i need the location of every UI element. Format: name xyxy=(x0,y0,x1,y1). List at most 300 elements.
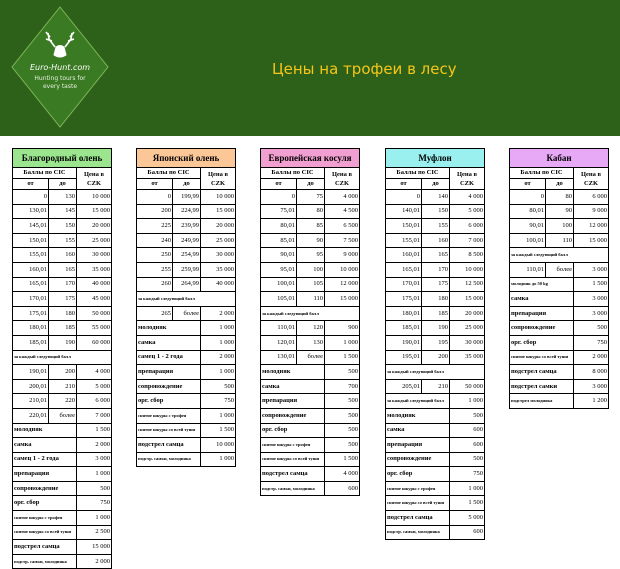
row-price: 7 000 xyxy=(450,233,485,248)
row-from: 0 xyxy=(137,190,173,205)
table-row xyxy=(386,408,485,423)
row-to: 190 xyxy=(422,321,450,336)
row-to: 110 xyxy=(297,292,325,307)
row-label: орг. сбор xyxy=(510,335,574,350)
table-row xyxy=(261,467,360,482)
row-to: 195 xyxy=(422,335,450,350)
table-row xyxy=(13,204,112,219)
row-price: 1 500 xyxy=(450,496,485,511)
row-label: за каждый следующий балл xyxy=(13,350,112,365)
row-label: сопровождение xyxy=(510,321,574,336)
row-from: 90,01 xyxy=(510,219,546,234)
row-label: сопровождение xyxy=(386,452,450,467)
row-price: 8 000 xyxy=(574,365,609,380)
price-table xyxy=(385,148,485,540)
table-row xyxy=(261,438,360,453)
table-row xyxy=(386,511,485,526)
table-row xyxy=(137,452,236,467)
row-price: 1 500 xyxy=(325,452,360,467)
row-price: 500 xyxy=(450,452,485,467)
row-from: 190,01 xyxy=(386,335,422,350)
row-from: 85,01 xyxy=(261,233,297,248)
row-price: 2 000 xyxy=(77,554,112,569)
row-label: подстрел самца xyxy=(137,438,201,453)
row-to: 224,99 xyxy=(173,204,201,219)
row-label: снятие шкуры со всей туши xyxy=(510,350,574,365)
row-price: 15 000 xyxy=(201,204,236,219)
row-to: 200 xyxy=(422,350,450,365)
row-label: молодняк xyxy=(386,408,450,423)
site-logo[interactable] xyxy=(10,5,110,130)
row-to: 100 xyxy=(546,219,574,234)
header-range: Баллы по CIC xyxy=(261,168,325,179)
row-price: 1 000 xyxy=(450,394,485,409)
row-price: 600 xyxy=(325,481,360,496)
row-price: 30 000 xyxy=(450,335,485,350)
row-from: 155,01 xyxy=(13,248,49,263)
table-row xyxy=(510,204,609,219)
row-price: 750 xyxy=(574,335,609,350)
table-row xyxy=(261,262,360,277)
row-price: 3 000 xyxy=(77,452,112,467)
row-to: 254,99 xyxy=(173,248,201,263)
row-from: 260 xyxy=(137,277,173,292)
row-price: 1 000 xyxy=(201,321,236,336)
row-label: подстрел самца xyxy=(386,511,450,526)
table-row xyxy=(386,262,485,277)
row-from: 190,01 xyxy=(13,365,49,380)
table-row xyxy=(137,438,236,453)
row-from: 185,01 xyxy=(13,335,49,350)
row-price: 600 xyxy=(450,438,485,453)
row-price: 12 500 xyxy=(450,277,485,292)
row-price: 20 000 xyxy=(201,219,236,234)
table-row xyxy=(386,306,485,321)
row-price: 2 500 xyxy=(77,525,112,540)
row-label: самец 1 - 2 года xyxy=(137,350,201,365)
row-label: снятие шкуры со всей туши xyxy=(13,525,77,540)
table-row xyxy=(13,248,112,263)
row-from: 155,01 xyxy=(386,233,422,248)
row-from: 170,01 xyxy=(386,277,422,292)
row-price: 500 xyxy=(77,481,112,496)
row-from: 160,01 xyxy=(13,262,49,277)
table-row xyxy=(13,394,112,409)
row-price: 20 000 xyxy=(450,306,485,321)
row-to: 199,99 xyxy=(173,190,201,205)
row-price: 12 000 xyxy=(325,277,360,292)
row-to: 140 xyxy=(422,190,450,205)
price-table xyxy=(509,148,609,409)
row-price: 6 000 xyxy=(450,219,485,234)
row-price: 500 xyxy=(574,321,609,336)
row-price: 55 000 xyxy=(77,321,112,336)
row-from: 200 xyxy=(137,204,173,219)
header-range: Баллы по CIC xyxy=(386,168,450,179)
table-row xyxy=(13,365,112,380)
row-from: 185,01 xyxy=(386,321,422,336)
table-row xyxy=(386,190,485,205)
table-row xyxy=(137,248,236,263)
table-row xyxy=(386,277,485,292)
row-price: 4 500 xyxy=(325,204,360,219)
row-price: 6 500 xyxy=(325,219,360,234)
row-from: 180,01 xyxy=(13,321,49,336)
table-row xyxy=(137,365,236,380)
row-price: 2 000 xyxy=(574,350,609,365)
table-row xyxy=(137,190,236,205)
row-price: 600 xyxy=(450,423,485,438)
row-price: 3 000 xyxy=(574,306,609,321)
row-to: 249,99 xyxy=(173,233,201,248)
row-to: 130 xyxy=(297,335,325,350)
table-row xyxy=(13,423,112,438)
table-row xyxy=(261,350,360,365)
row-price: 1 500 xyxy=(574,277,609,292)
table-row xyxy=(13,438,112,453)
row-from: 110,01 xyxy=(261,321,297,336)
price-table xyxy=(12,148,112,569)
row-label: подстр. самки, молодняка xyxy=(13,554,77,569)
row-from: 175,01 xyxy=(13,306,49,321)
row-label: снятие шкуры со всей туши xyxy=(386,496,450,511)
row-to: 210 xyxy=(49,379,77,394)
table-row xyxy=(386,321,485,336)
row-price: 500 xyxy=(325,408,360,423)
row-to: 259,99 xyxy=(173,262,201,277)
row-price: 15 000 xyxy=(450,292,485,307)
logo-name: Euro-Hunt.com xyxy=(29,63,91,72)
table-title: Благородный олень xyxy=(13,149,112,168)
table-row xyxy=(386,292,485,307)
row-price: 10 000 xyxy=(325,262,360,277)
row-label: за каждый следующий балл xyxy=(510,248,609,263)
table-row xyxy=(261,394,360,409)
row-label: подстр. самки, молодняка xyxy=(261,481,325,496)
row-label: за каждый следующий балл xyxy=(386,365,485,380)
table-row xyxy=(13,525,112,540)
row-to: 75 xyxy=(297,190,325,205)
row-label: за каждый следующий балл xyxy=(137,292,236,307)
table-row xyxy=(13,262,112,277)
row-price: 15 000 xyxy=(325,292,360,307)
row-from: 110,01 xyxy=(510,262,546,277)
row-price: 35 000 xyxy=(77,262,112,277)
row-to: 185 xyxy=(422,306,450,321)
row-to: 190 xyxy=(49,335,77,350)
row-price: 500 xyxy=(325,438,360,453)
table-row xyxy=(13,321,112,336)
table-row xyxy=(13,292,112,307)
row-price: 1 000 xyxy=(201,408,236,423)
row-from: 145,01 xyxy=(13,219,49,234)
table-row xyxy=(386,467,485,482)
row-price: 60 000 xyxy=(77,335,112,350)
row-price: 25 000 xyxy=(77,233,112,248)
row-to: 85 xyxy=(297,219,325,234)
table-row xyxy=(261,452,360,467)
row-to: более xyxy=(546,262,574,277)
row-from: 0 xyxy=(386,190,422,205)
row-from: 80,01 xyxy=(510,204,546,219)
table-row xyxy=(261,219,360,234)
row-to: более xyxy=(297,350,325,365)
row-price: 10 000 xyxy=(201,190,236,205)
row-price: 1 000 xyxy=(77,511,112,526)
table-row xyxy=(137,408,236,423)
header-from: от xyxy=(137,179,173,190)
row-label: препарация xyxy=(261,394,325,409)
header-to: до xyxy=(297,179,325,190)
row-from: 0 xyxy=(13,190,49,205)
row-label: орг. сбор xyxy=(386,467,450,482)
row-price: 4 000 xyxy=(325,190,360,205)
table-row xyxy=(137,204,236,219)
header-price: Цена в CZK xyxy=(201,168,236,190)
table-row xyxy=(386,525,485,540)
table-row xyxy=(510,262,609,277)
row-to: 90 xyxy=(546,204,574,219)
header-price: Цена в CZK xyxy=(574,168,609,190)
row-from: 80,01 xyxy=(261,219,297,234)
row-price: 20 000 xyxy=(77,219,112,234)
row-price: 9 000 xyxy=(574,204,609,219)
row-from: 195,01 xyxy=(386,350,422,365)
row-price: 1 200 xyxy=(574,394,609,409)
row-to: 165 xyxy=(49,262,77,277)
row-price: 7 000 xyxy=(77,408,112,423)
row-price: 10 000 xyxy=(201,438,236,453)
row-label: снятие шкуры с трофея xyxy=(13,511,77,526)
table-row xyxy=(386,248,485,263)
row-from: 225 xyxy=(137,219,173,234)
table-row xyxy=(13,408,112,423)
row-to: 150 xyxy=(49,219,77,234)
table-row xyxy=(510,190,609,205)
table-row xyxy=(386,423,485,438)
row-to: 185 xyxy=(49,321,77,336)
table-row xyxy=(137,292,236,307)
table-row xyxy=(386,379,485,394)
row-label: снятие шкуры со всей туши xyxy=(137,423,201,438)
table-row xyxy=(137,350,236,365)
table-row xyxy=(13,277,112,292)
table-row xyxy=(386,335,485,350)
table-row xyxy=(261,306,360,321)
row-label: подстр. самки, молодняка xyxy=(137,452,201,467)
table-row xyxy=(386,204,485,219)
row-to: 100 xyxy=(297,262,325,277)
row-from: 130,01 xyxy=(13,204,49,219)
table-row xyxy=(510,233,609,248)
row-label: самец 1 - 2 года xyxy=(13,452,77,467)
table-row xyxy=(137,335,236,350)
header-from: от xyxy=(510,179,546,190)
row-label: подстрел молодняка xyxy=(510,394,574,409)
row-label: снятие шкуры со всей туши xyxy=(261,452,325,467)
row-to: 200 xyxy=(49,365,77,380)
table-row xyxy=(137,233,236,248)
header-from: от xyxy=(386,179,422,190)
row-label: орг. сбор xyxy=(13,496,77,511)
table-row xyxy=(510,365,609,380)
table-row xyxy=(510,306,609,321)
row-price: 1 000 xyxy=(77,467,112,482)
row-price: 30 000 xyxy=(201,248,236,263)
row-from: 160,01 xyxy=(386,248,422,263)
table-row xyxy=(13,467,112,482)
row-to: 170 xyxy=(49,277,77,292)
row-price: 35 000 xyxy=(450,350,485,365)
row-label: подстрел самца xyxy=(261,467,325,482)
row-price: 6 000 xyxy=(77,394,112,409)
row-to: 175 xyxy=(422,277,450,292)
table-row xyxy=(510,321,609,336)
row-label: препарация xyxy=(137,365,201,380)
table-row xyxy=(13,452,112,467)
table-row xyxy=(261,248,360,263)
row-from: 150,01 xyxy=(13,233,49,248)
row-price: 600 xyxy=(450,525,485,540)
row-price: 1 000 xyxy=(201,335,236,350)
table-row xyxy=(386,233,485,248)
table-row xyxy=(386,365,485,380)
table-row xyxy=(386,350,485,365)
table-row xyxy=(386,219,485,234)
row-label: молодняк xyxy=(13,423,77,438)
table-row xyxy=(137,262,236,277)
row-to: 150 xyxy=(422,204,450,219)
row-from: 130,01 xyxy=(261,350,297,365)
row-from: 175,01 xyxy=(386,292,422,307)
row-price: 5 000 xyxy=(450,511,485,526)
table-title: Кабан xyxy=(510,149,609,168)
row-to: 155 xyxy=(422,219,450,234)
table-row xyxy=(386,481,485,496)
header-price: Цена в CZK xyxy=(325,168,360,190)
row-price: 1 500 xyxy=(201,423,236,438)
row-price: 10 000 xyxy=(450,262,485,277)
row-label: самка xyxy=(261,379,325,394)
table-row xyxy=(386,394,485,409)
table-row xyxy=(13,540,112,555)
row-price: 7 500 xyxy=(325,233,360,248)
row-price: 1 500 xyxy=(325,350,360,365)
row-to: 120 xyxy=(297,321,325,336)
row-price: 35 000 xyxy=(201,262,236,277)
row-to: 155 xyxy=(49,233,77,248)
row-price: 4 000 xyxy=(325,467,360,482)
row-from: 150,01 xyxy=(386,219,422,234)
row-from: 240 xyxy=(137,233,173,248)
table-row xyxy=(261,292,360,307)
row-price: 6 000 xyxy=(574,190,609,205)
row-price: 1 000 xyxy=(325,335,360,350)
row-from: 0 xyxy=(261,190,297,205)
row-from: 140,01 xyxy=(386,204,422,219)
table-row xyxy=(261,423,360,438)
row-label: препарация xyxy=(510,306,574,321)
table-row xyxy=(137,423,236,438)
row-from: 255 xyxy=(137,262,173,277)
row-from: 165,01 xyxy=(13,277,49,292)
row-from: 205,01 xyxy=(386,379,422,394)
row-price: 50 000 xyxy=(77,306,112,321)
table-row xyxy=(13,511,112,526)
row-label: препарация xyxy=(13,467,77,482)
row-label: снятие шкуры с трофея xyxy=(261,438,325,453)
table-row xyxy=(386,496,485,511)
row-price: 45 000 xyxy=(77,292,112,307)
row-to: 110 xyxy=(546,233,574,248)
row-label: сопровождение xyxy=(261,408,325,423)
table-row xyxy=(261,321,360,336)
row-price: 50 000 xyxy=(450,379,485,394)
row-price: 500 xyxy=(450,408,485,423)
row-to: 90 xyxy=(297,233,325,248)
header-price: Цена в CZK xyxy=(450,168,485,190)
row-label: подстрел самки xyxy=(510,379,574,394)
row-label: самка xyxy=(510,292,574,307)
row-to: 175 xyxy=(49,292,77,307)
header-to: до xyxy=(422,179,450,190)
header-price: Цена в CZK xyxy=(77,168,112,190)
row-price: 12 000 xyxy=(574,219,609,234)
row-label: орг. сбор xyxy=(137,394,201,409)
row-from: 75,01 xyxy=(261,204,297,219)
table-row xyxy=(510,379,609,394)
row-label: за каждый следующий балл xyxy=(386,394,450,409)
row-from: 105,01 xyxy=(261,292,297,307)
row-price: 25 000 xyxy=(450,321,485,336)
row-from: 0 xyxy=(510,190,546,205)
row-price: 15 000 xyxy=(77,540,112,555)
page-header xyxy=(0,0,620,136)
row-price: 4 000 xyxy=(450,190,485,205)
table-row xyxy=(510,248,609,263)
table-row xyxy=(510,292,609,307)
table-row xyxy=(386,438,485,453)
table-row xyxy=(261,481,360,496)
row-price: 8 500 xyxy=(450,248,485,263)
header-from: от xyxy=(13,179,49,190)
table-row xyxy=(261,379,360,394)
row-label: подстр. самки, молодняка xyxy=(386,525,450,540)
table-row xyxy=(13,554,112,569)
table-row xyxy=(13,233,112,248)
row-price: 3 000 xyxy=(574,262,609,277)
table-row xyxy=(13,350,112,365)
row-price: 40 000 xyxy=(201,277,236,292)
row-from: 220,01 xyxy=(13,408,49,423)
row-label: молодняк xyxy=(261,365,325,380)
table-row xyxy=(137,277,236,292)
header-range: Баллы по CIC xyxy=(137,168,201,179)
row-price: 750 xyxy=(201,394,236,409)
row-to: 180 xyxy=(49,306,77,321)
row-price: 2 000 xyxy=(201,306,236,321)
row-to: 105 xyxy=(297,277,325,292)
row-price: 1 000 xyxy=(201,452,236,467)
table-row xyxy=(137,394,236,409)
row-to: 130 xyxy=(49,190,77,205)
row-price: 1 000 xyxy=(450,481,485,496)
row-price: 3 000 xyxy=(574,379,609,394)
table-row xyxy=(261,190,360,205)
row-to: 170 xyxy=(422,262,450,277)
table-row xyxy=(261,335,360,350)
row-to: 264,99 xyxy=(173,277,201,292)
